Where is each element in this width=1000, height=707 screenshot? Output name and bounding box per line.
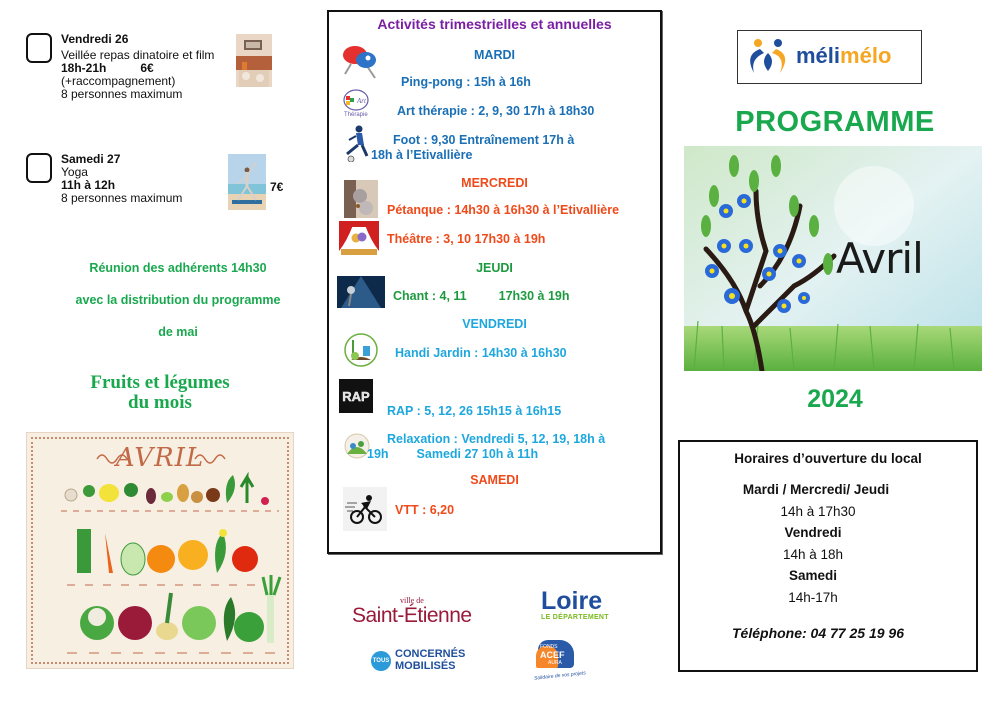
event-checkbox-vendredi[interactable] — [26, 33, 52, 63]
saint-etienne-logo — [352, 596, 502, 636]
mobilises-label: MOBILISÉS — [395, 660, 456, 672]
melimelo-part-1: méli — [796, 43, 841, 68]
melimelo-logo — [737, 30, 922, 84]
activity-relaxation-samedi: Samedi 27 10h à 11h — [416, 447, 539, 461]
activity-relaxation — [367, 432, 606, 462]
fruits-title — [40, 373, 280, 413]
event-samedi — [61, 153, 182, 205]
ping-pong-icon — [341, 44, 379, 85]
meeting-line-3: de mai — [158, 325, 198, 339]
event-day: Samedi 27 — [61, 152, 121, 166]
activity-foot-line-1: Foot : 9,30 Entraînement 17h à — [393, 133, 575, 147]
loire-logo — [541, 588, 631, 626]
event-time: 11h à 12h — [61, 178, 116, 192]
programme-year: 2024 — [807, 385, 863, 413]
activity-rap: RAP : 5, 12, 26 15h15 à 16h15 — [387, 404, 562, 418]
activity-petanque: Pétanque : 14h30 à 16h30 à l’Etivallière — [387, 203, 620, 217]
day-header-jeudi: JEUDI — [476, 261, 513, 275]
activity-foot-line-2: 18h à l’Etivallière — [371, 148, 473, 162]
day-header-mardi: MARDI — [474, 48, 515, 62]
fruits-vegetables-poster — [26, 432, 294, 669]
acef-logo — [534, 640, 594, 686]
saint-etienne-name: Saint-Étienne — [352, 604, 472, 627]
cycling-icon — [343, 487, 387, 536]
acef-name: ACEF — [540, 650, 565, 660]
tous-label: TOUS — [372, 658, 390, 664]
activity-art-therapie: Art thérapie : 2, 9, 30 17h à 18h30 — [397, 104, 595, 118]
event-vendredi — [61, 33, 214, 101]
event-capacity: 8 personnes maximum — [61, 87, 183, 101]
activity-foot — [371, 133, 575, 163]
day-header-vendredi: VENDREDI — [462, 317, 527, 331]
hours-days-3: Samedi — [788, 568, 838, 583]
event-price: 6€ — [140, 61, 154, 75]
event-price: 7€ — [270, 180, 284, 194]
hours-phone[interactable]: Téléphone: 04 77 25 19 96 — [732, 625, 904, 641]
rap-icon — [339, 379, 373, 418]
football-icon — [341, 124, 373, 167]
event-checkbox-samedi[interactable] — [26, 153, 52, 183]
activity-relaxation-end: 19h — [367, 447, 389, 461]
saint-etienne-small: ville de — [400, 596, 424, 605]
melimelo-part-2: mélo — [840, 43, 892, 68]
melimelo-text — [796, 43, 891, 69]
activity-chant — [393, 289, 570, 304]
activity-relaxation-line-1: Relaxation : Vendredi 5, 12, 19, 18h à — [387, 432, 606, 446]
tous-badge — [371, 651, 391, 671]
activity-handi-jardin: Handi Jardin : 14h30 à 16h30 — [395, 346, 567, 360]
programme-title: PROGRAMME — [735, 106, 935, 138]
poster-illustration — [27, 433, 295, 670]
activity-relaxation-line-2 — [367, 447, 605, 462]
opening-hours-panel — [678, 440, 978, 672]
event-title: Yoga — [61, 165, 88, 179]
activity-ping-pong: Ping-pong : 15h à 16h — [401, 75, 531, 89]
activity-chant-days: Chant : 4, 11 — [393, 289, 467, 303]
avril-image-text: Avril — [836, 234, 923, 283]
art-therapy-icon-label: Thérapie — [344, 112, 368, 118]
melimelo-figures-icon — [744, 37, 792, 77]
activities-panel — [327, 10, 662, 554]
poster-title: AVRIL — [115, 443, 205, 473]
hours-days-2: Vendredi — [784, 525, 842, 540]
yoga-photo — [228, 154, 266, 210]
activity-theatre: Théâtre : 3, 10 17h30 à 19h — [387, 232, 546, 246]
event-capacity: 8 personnes maximum — [61, 191, 183, 205]
svg-text:Art: Art — [357, 97, 366, 105]
theatre-icon — [339, 221, 379, 260]
fruits-title-line-1: Fruits et légumes — [90, 372, 230, 393]
activities-title: Activités trimestrielles et annuelles — [377, 16, 612, 32]
concernes-label: CONCERNÉS — [395, 648, 466, 660]
hours-time-1: 14h à 17h30 — [780, 504, 856, 519]
avril-image — [684, 146, 982, 371]
meeting-line-2: avec la distribution du programme — [75, 293, 281, 307]
hours-days-1: Mardi / Mercredi/ Jeudi — [742, 482, 890, 497]
hours-time-2: 14h à 18h — [782, 547, 844, 562]
hours-title: Horaires d’ouverture du local — [734, 451, 922, 466]
event-time: 18h-21h — [61, 61, 107, 75]
event-note: (+raccompagnement) — [61, 74, 176, 88]
fruits-title-line-2: du mois — [128, 392, 192, 413]
event-title: Veillée repas dinatoire et film — [61, 48, 215, 62]
concernes-mobilises-logo — [371, 648, 481, 678]
petanque-icon — [344, 180, 378, 223]
activity-chant-hours: 17h30 à 19h — [498, 289, 570, 303]
rap-icon-label: RAP — [342, 389, 370, 404]
day-header-samedi: SAMEDI — [470, 473, 519, 487]
acef-subtitle: AURA — [548, 660, 562, 666]
acef-top: FONDS — [540, 644, 558, 650]
loire-name: Loire — [541, 587, 603, 615]
art-therapy-icon — [341, 88, 373, 123]
acef-tagline: Solidaire de vos projets — [533, 670, 587, 682]
meeting-line-1: Réunion des adhérents 14h30 — [89, 261, 267, 275]
day-header-mercredi: MERCREDI — [461, 176, 528, 190]
microphone-icon — [337, 276, 385, 313]
event-day: Vendredi 26 — [61, 32, 129, 46]
loire-subtitle: LE DÉPARTEMENT — [541, 614, 609, 621]
hours-time-3: 14h-17h — [788, 590, 838, 605]
activity-vtt: VTT : 6,20 — [395, 503, 455, 517]
dinner-photo — [236, 34, 272, 87]
garden-icon — [343, 332, 379, 373]
